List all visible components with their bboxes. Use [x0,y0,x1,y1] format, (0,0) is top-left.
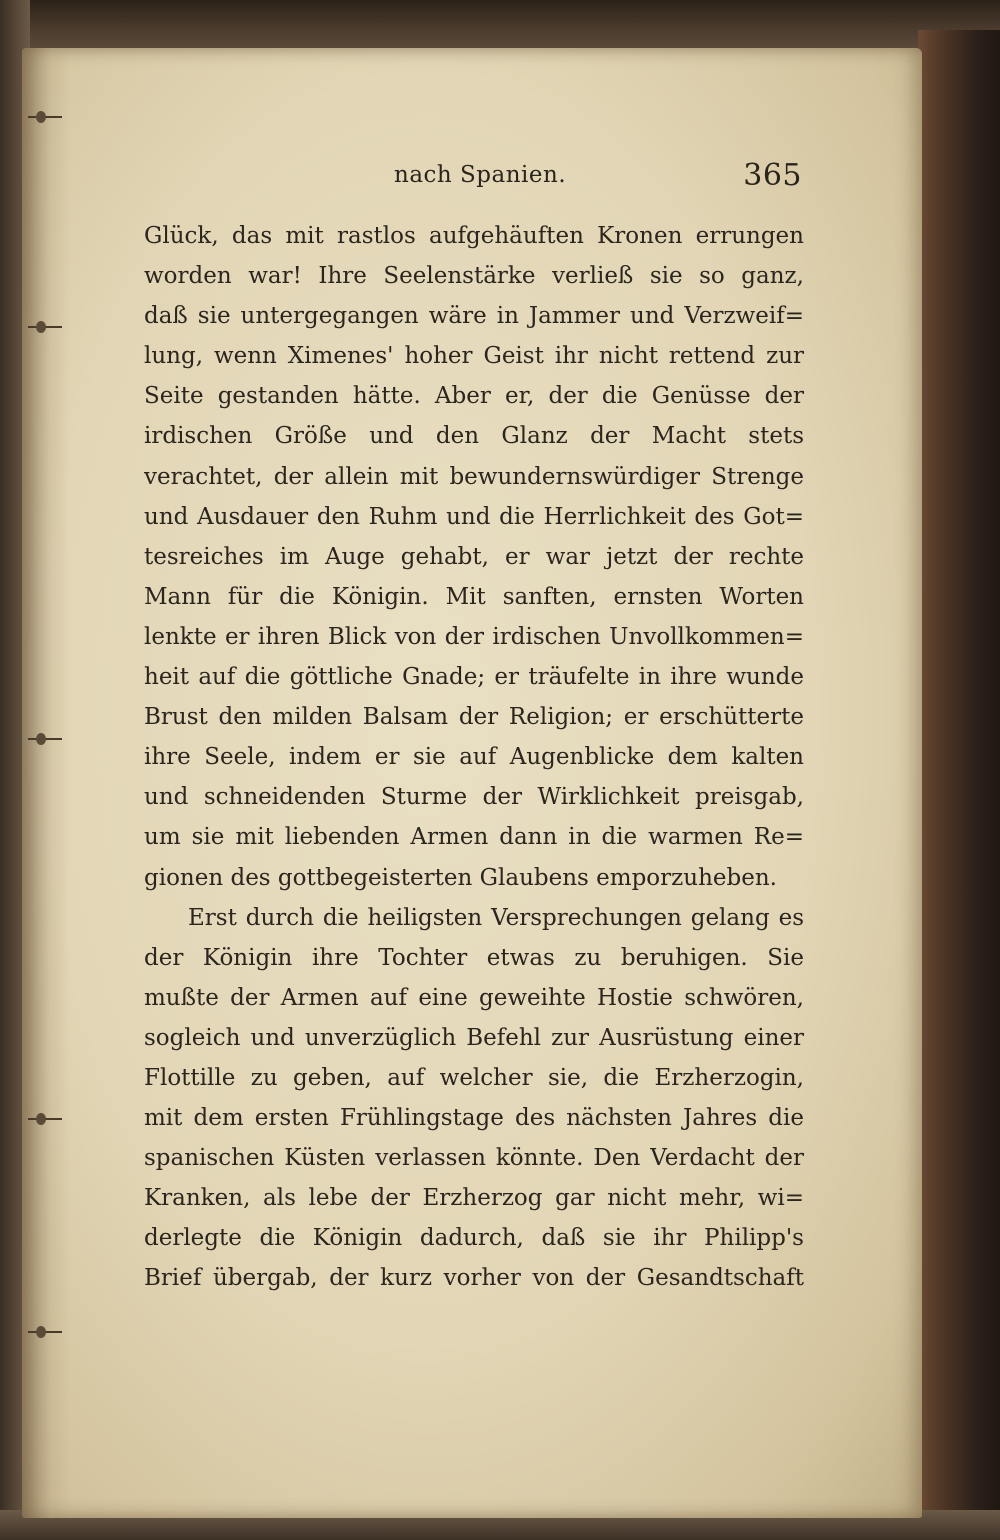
binding-stitch-icon [28,326,62,328]
text-line: Seite gestanden hätte. Aber er, der die Genüsse der [144,383,804,410]
text-line: Brief übergab, der kurz vorher von der Gesandtschaft [144,1265,804,1292]
binding-stitch-icon [28,1331,62,1333]
text-line: Kranken, als lebe der Erzherzog gar nicht mehr, wi= [144,1185,804,1212]
binding-stitch-icon [28,1118,62,1120]
text-line: ihre Seele, indem er sie auf Augenblicke dem kalten [144,744,804,771]
text-line: daß sie untergegangen wäre in Jammer und Verzweif= [144,303,804,330]
text-line: worden war! Ihre Seelenstärke verließ sie so ganz, [144,263,804,290]
text-line: Erst durch die heiligsten Versprechungen gelang es [188,904,804,931]
text-line: und Ausdauer den Ruhm und die Herrlichkeit des Got= [144,503,804,530]
text-line: mußte der Armen auf eine geweihte Hostie schwören, [144,984,804,1011]
book-cover-top-edge [0,0,1000,52]
text-line: mit dem ersten Frühlingstage des nächsten Jahres die [144,1105,804,1132]
text-line: irdischen Größe und den Glanz der Macht stets [144,423,804,450]
running-head: nach Spanien. [394,162,567,188]
page-header [120,158,810,202]
text-line: derlegte die Königin dadurch, daß sie ihr Philipp's [144,1225,804,1252]
text-line: tesreiches im Auge gehabt, er war jetzt der rechte [144,543,804,570]
text-line: um sie mit liebenden Armen dann in die warmen Re= [144,824,804,851]
binding-stitch-icon [28,116,62,118]
text-line: gionen des gottbegeisterten Glaubens emporzuheben. [144,864,777,891]
text-line: Glück, das mit rastlos aufgehäuften Kronen errungen [144,223,804,249]
binding-stitch-icon [28,738,62,740]
page-number: 365 [743,158,802,193]
text-line: Brust den milden Balsam der Religion; er erschütterte [144,704,804,731]
page-gutter [22,48,70,1518]
text-line: spanischen Küsten verlassen könnte. Den Verdacht der [144,1145,804,1172]
body-text [144,216,804,1299]
book-cover-right-edge [918,30,1000,1540]
text-line: heit auf die göttliche Gnade; er träufelte in ihre wunde [144,664,804,691]
text-line: Flottille zu geben, auf welcher sie, die Erzherzogin, [144,1064,804,1091]
text-line: sogleich und unverzüglich Befehl zur Ausrüstung einer [144,1024,804,1051]
text-line: Mann für die Königin. Mit sanften, ernsten Worten [144,583,804,610]
text-line: und schneidenden Sturme der Wirklichkeit preisgab, [144,784,804,811]
text-line: verachtet, der allein mit bewundernswürdiger Strenge [144,463,804,490]
text-line: der Königin ihre Tochter etwas zu beruhigen. Sie [144,944,804,971]
text-line: lenkte er ihren Blick von der irdischen Unvollkommen= [144,623,804,650]
text-line: lung, wenn Ximenes' hoher Geist ihr nicht rettend zur [144,343,804,370]
